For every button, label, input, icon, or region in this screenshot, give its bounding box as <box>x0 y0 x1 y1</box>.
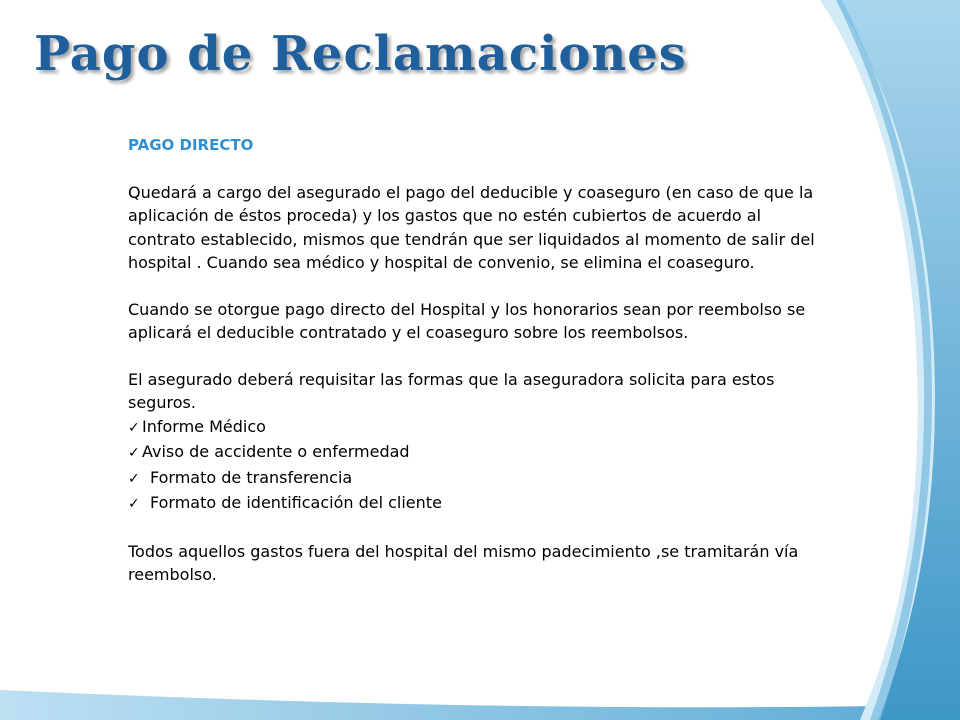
required-forms-list <box>128 415 818 517</box>
list-item-label: Formato de identificación del cliente <box>150 493 442 512</box>
list-item <box>128 466 818 492</box>
section-heading: PAGO DIRECTO <box>128 136 254 154</box>
paragraph: El asegurado deberá requisitar las formas que la aseguradora solicita para estos seguros. <box>128 369 775 412</box>
checkmark-icon: ✓ <box>128 419 140 436</box>
paragraph: Todos aquellos gastos fuera del hospital del mismo padecimiento ,se tramitarán vía reembolso. <box>128 541 799 584</box>
paragraph: Cuando se otorgue pago directo del Hospital y los honorarios sean por reembolso se aplicará el deducible contratado y el coaseguro sobre los reembolsos. <box>128 299 806 342</box>
paragraph: Quedará a cargo del asegurado el pago del deducible y coaseguro (en caso de que la aplicación de éstos proceda) y los gastos que no estén cubiertos de acuerdo al contrato establecido, mismos que tendrán que ser liquidados al momento de salir del hospital . Cuando sea médico y hospital de convenio, se elimina el coaseguro. <box>128 182 815 272</box>
slide-body <box>128 134 818 610</box>
checkmark-icon: ✓ <box>128 445 140 461</box>
list-item-label: Informe Médico <box>142 416 266 436</box>
slide-title: Pago de Reclamaciones <box>34 26 687 82</box>
list-item <box>128 491 818 517</box>
checkmark-icon: ✓ <box>128 496 140 512</box>
checkmark-icon: ✓ <box>128 470 140 487</box>
list-item <box>128 440 818 466</box>
list-item-label: Formato de transferencia <box>150 467 353 487</box>
list-item-label: Aviso de accidente o enfermedad <box>142 442 410 461</box>
list-item <box>128 415 818 441</box>
